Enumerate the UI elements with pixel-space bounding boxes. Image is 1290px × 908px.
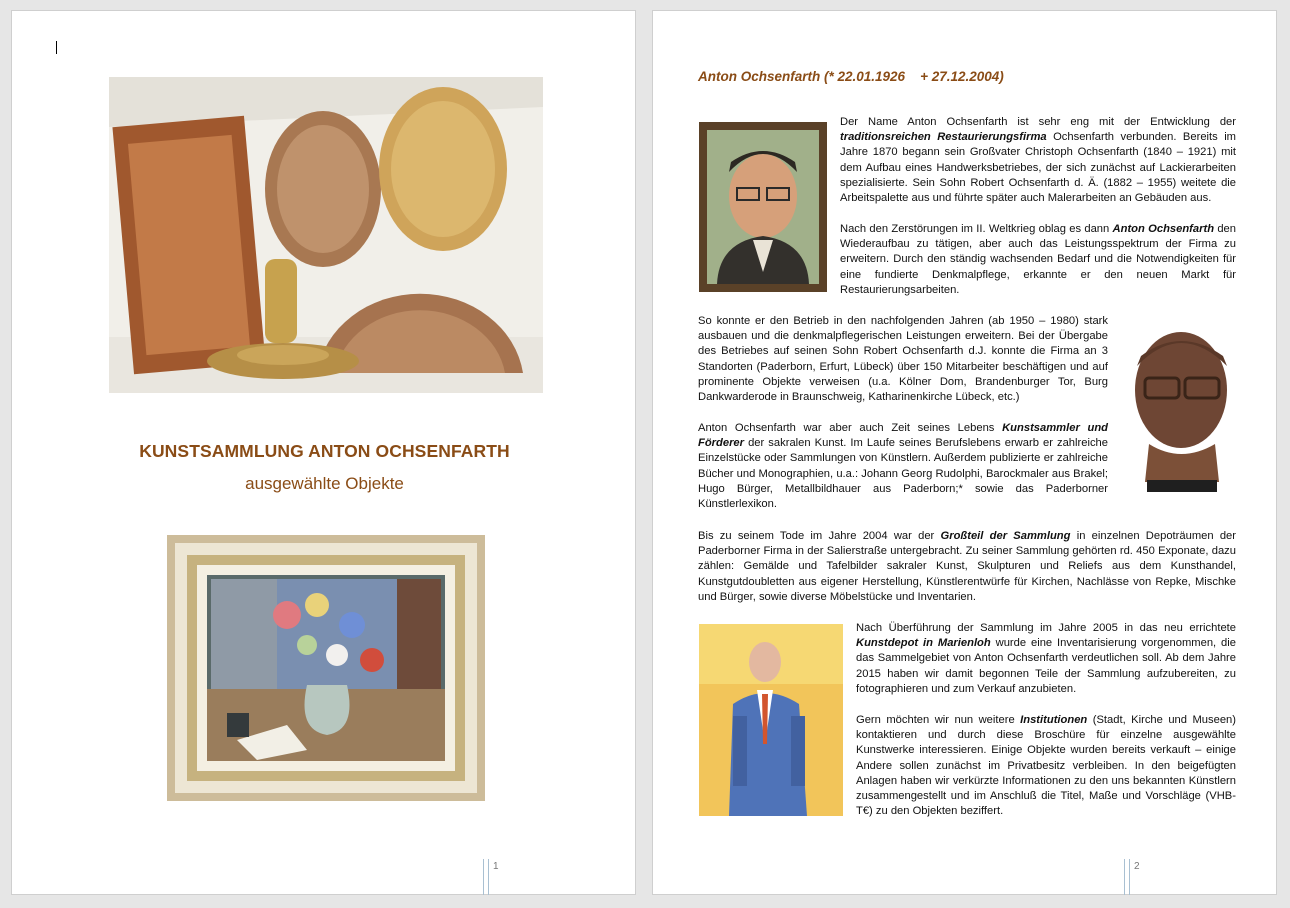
bronze-bust-photo[interactable]	[1123, 326, 1233, 494]
footer-divider	[1124, 859, 1130, 895]
paragraph-7: Gern möchten wir nun weitere Institutionen (Stadt, Kirche und Museen) kontaktieren und durch diese Broschüre für einzelne ausgewählte Kunstwerke interessieren. Einige Objekte wurden bereits verkauft – einige Andere sollen zunächst im Privatbesitz verbleiben. In den beigefügten Anlagen haben wir verkürzte Informationen zu den uns bekannten Künstlern zusammengestellt und im Anschluß die Titel, Maße und Vorschläge (VHB- T€) zu den Objekten beziffert.	[856, 714, 1236, 818]
paragraph-2: Nach den Zerstörungen im II. Weltkrieg oblag es dann Anton Ochsenfarth den Wiederaufbau zu tätigen, aber auch das Leistungsspektrum der Firma zu erweitern. Durch den ständig wachsenden Bedarf und die Notwendigkeiten für eine fundierte Denkmalpflege, erkannte er den neuen Markt für Restaurierungsarbeiten.	[840, 223, 1237, 296]
footer-divider	[483, 859, 489, 895]
page-number: 1	[493, 861, 499, 872]
paragraph-5: Bis zu seinem Tode im Jahre 2004 war der Großteil der Sammlung in einzelnen Depoträumen der Paderborner Firma in der Salierstraße untergebracht. Zu seiner Sammlung gehörten rd. 450 Exponate, dazu zählen: Gemälde und Tafelbilder sakraler Kunst, Skulpturen und Reliefs aus dem Kunsthandel, Kunstgutdoubletten aus eigener Herstellung, Künstlerentwürfe für Kirchen, Nachlässe von Repke, Mischke und Bürger, sowie diverse Möbelstücke und Inventarien.	[698, 530, 1237, 603]
paragraph-1: Der Name Anton Ochsenfarth ist sehr eng mit der Entwicklung der traditionsreichen Restaurierungsfirma Ochsenfarth verbunden. Bereits im Jahre 1870 begann sein Großvater Christoph Ochsenfarth (1840 – 1921) mit dem Aufbau eines Handwerksbetriebes, der sich zunächst auf Lackierarbeiten spezialisierte. Sein Sohn Robert Ochsenfarth d. Ä. (1882 – 1955) weitete die Arbeitspalette aus und führte später auch Malerarbeiten an Gebäuden aus.	[840, 116, 1236, 205]
section-heading: Anton Ochsenfarth (* 22.01.1926 + 27.12.2004)	[698, 69, 1004, 84]
paragraph-3: So konnte er den Betrieb in den nachfolgenden Jahren (ab 1950 – 1980) stark ausbauen und die denkmalpflegerischen Leistungen erweitern. Bei der Übergabe des Betriebes auf seinen Sohn Robert Ochsenfarth d.J. konnte die Firma an 3 Standorten (Paderborn, Erfurt, Lübeck) über 150 Mitarbeiter beschäftigen und auf prominente Objekte verweisen (u.a. Kölner Dom, Brandenburger Tor, Burg Dankwarderode in Braunschweig, Katharinenkirche Lübeck, etc.)	[698, 315, 1108, 404]
document-page-2[interactable]	[652, 10, 1277, 895]
reliefs-photo[interactable]	[109, 77, 543, 393]
paragraph-6: Nach Überführung der Sammlung im Jahre 2005 in das neu errichtete Kunstdepot in Marienloh wurde eine Inventarisierung vorgenommen, die das Sammelgebiet von Anton Ochsenfarth verdeutlichen soll. Ab dem Jahre 2015 haben wir damit begonnen Teile der Sammlung aufzubereiten, zu fotographieren und zum Verkauf anzubieten.	[856, 622, 1236, 695]
portrait-painting[interactable]	[699, 122, 827, 292]
paragraph-4: Anton Ochsenfarth war aber auch Zeit seines Lebens Kunstsammler und Förderer der sakralen Kunst. Im Laufe seines Berufslebens erwarb er zahlreiche Einzelstücke oder Sammlungen von Künstlern. Außerdem publizierte er zahlreiche Bücher und Monographien, u.a.: Johann Georg Rudolphi, Barockmaler aus Brakel; Hugo Bürger, Metallbildhauer aus Paderborn;* sowie das Paderborner Künstlerlexikon.	[698, 422, 1109, 511]
document-title: KUNSTSAMMLUNG ANTON OCHSENFARTH	[139, 441, 510, 461]
page-number: 2	[1134, 861, 1140, 872]
text-cursor	[56, 41, 57, 54]
flower-still-life-painting[interactable]	[167, 535, 485, 801]
portrait-painting-full[interactable]	[699, 624, 843, 816]
document-page-1[interactable]	[11, 10, 636, 895]
document-subtitle: ausgewählte Objekte	[245, 474, 404, 493]
